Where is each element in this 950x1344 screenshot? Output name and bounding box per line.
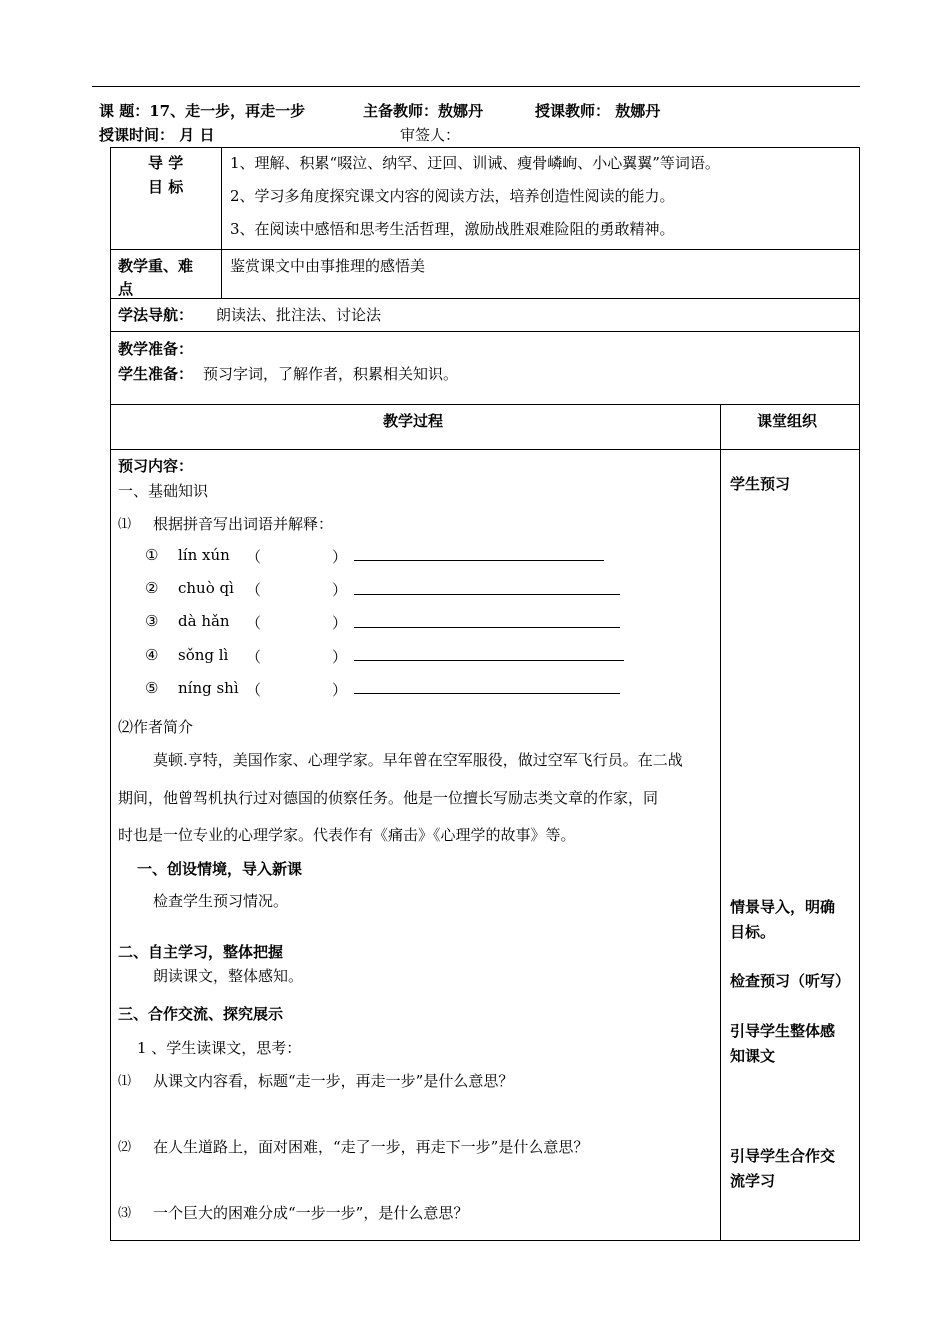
course-title: 课 题：17、走一步，再走一步 <box>99 102 306 120</box>
org-intro-2: 目标。 <box>730 923 776 941</box>
org-guide-2-line-2: 流学习 <box>730 1172 776 1190</box>
pinyin-number: ④ <box>145 646 159 664</box>
lead-teacher: 主备教师：敖娜丹 <box>363 102 484 120</box>
goal-item: 1、理解、积累“啜泣、纳罕、迂回、训诫、瘦骨嶙峋、小心翼翼”等词语。 <box>230 154 720 172</box>
pinyin-number: ① <box>145 546 159 564</box>
teacher-prep-label: 教学准备： <box>118 340 194 358</box>
table-border-top <box>110 147 860 148</box>
pinyin-left-paren: （ <box>246 614 262 632</box>
table-row-divider <box>110 331 860 332</box>
pinyin-text: níng shì <box>178 679 239 697</box>
answer-line[interactable] <box>354 660 624 661</box>
teacher: 授课教师： 敖娜丹 <box>535 102 661 120</box>
step-1-text: 检查学生预习情况。 <box>153 892 289 910</box>
question-number: ⑵ <box>118 1140 132 1155</box>
question-number: ⑴ <box>118 1074 132 1089</box>
pinyin-right-paren: ） <box>332 614 348 632</box>
step-1-title: 一、创设情境，导入新课 <box>137 860 303 878</box>
student-prep-label: 学生准备： <box>118 365 194 383</box>
goals-label-1: 导 学 <box>148 154 184 172</box>
author-line: 期间，他曾驾机执行过对德国的侦察任务。他是一位擅长写励志类文章的作家，同 <box>118 789 659 807</box>
process-header: 教学过程 <box>383 412 444 430</box>
organization-column-divider <box>720 404 721 1241</box>
author-title: ⑵作者简介 <box>118 718 194 736</box>
question-text: 在人生道路上，面对困难，“走了一步，再走下一步”是什么意思？ <box>153 1138 589 1156</box>
preview-title: 预习内容： <box>118 457 194 475</box>
question-text: 从课文内容看，标题“走一步，再走一步”是什么意思？ <box>153 1072 514 1090</box>
org-preview: 学生预习 <box>730 475 791 493</box>
goals-label-2: 目 标 <box>148 178 184 196</box>
org-guide-1-line-2: 知课文 <box>730 1047 776 1065</box>
question-number: ⑶ <box>118 1206 132 1221</box>
org-check: 检查预习（听写） <box>730 972 851 990</box>
table-row-divider <box>110 449 860 450</box>
pinyin-number: ② <box>145 579 159 597</box>
class-time: 授课时间： 月 日 <box>99 126 215 144</box>
question-text: 一个巨大的困难分成“一步一步”，是什么意思？ <box>153 1204 469 1222</box>
answer-line[interactable] <box>354 560 604 561</box>
organization-header: 课堂组织 <box>757 412 818 430</box>
key-points-content: 鉴赏课文中由事推理的感悟美 <box>230 257 426 275</box>
basic-knowledge-title: 一、基础知识 <box>118 482 209 500</box>
pinyin-left-paren: （ <box>246 548 262 566</box>
answer-line[interactable] <box>354 693 620 694</box>
label-column-divider <box>221 147 222 299</box>
pinyin-text: chuò qì <box>178 579 234 597</box>
author-line: 莫顿.亨特，美国作家、心理学家。早年曾在空军服役，做过空军飞行员。在二战 <box>153 751 683 769</box>
author-line: 时也是一位专业的心理学家。代表作有《痛击》《心理学的故事》等。 <box>118 826 576 844</box>
pinyin-right-paren: ） <box>332 581 348 599</box>
reviewer: 审签人： <box>400 126 461 144</box>
pinyin-right-paren: ） <box>332 548 348 566</box>
pinyin-text: sǒng lì <box>178 646 229 664</box>
table-row-divider <box>110 249 860 250</box>
methods-label: 学法导航： <box>118 306 194 324</box>
table-border-bottom <box>110 1240 860 1241</box>
step-2-text: 朗读课文，整体感知。 <box>153 967 304 985</box>
question-1-text: 根据拼音写出词语并解释： <box>153 515 334 533</box>
pinyin-left-paren: （ <box>246 648 262 666</box>
goal-item: 2、学习多角度探究课文内容的阅读方法，培养创造性阅读的能力。 <box>230 187 675 205</box>
goal-item: 3、在阅读中感悟和思考生活哲理，激励战胜艰难险阻的勇敢精神。 <box>230 220 675 238</box>
top-rule <box>92 86 860 87</box>
methods-content: 朗读法、批注法、讨论法 <box>216 306 382 324</box>
org-intro-1: 情景导入，明确 <box>730 898 836 916</box>
key-points-label-2: 点 <box>118 280 134 298</box>
org-guide-2-line-1: 引导学生合作交 <box>730 1147 836 1165</box>
question-1-number: ⑴ <box>118 517 132 532</box>
student-prep-content: 预习字词，了解作者，积累相关知识。 <box>203 365 459 383</box>
pinyin-right-paren: ） <box>332 681 348 699</box>
org-guide-1-line-1: 引导学生整体感 <box>730 1022 836 1040</box>
table-row-divider <box>110 404 860 405</box>
pinyin-left-paren: （ <box>246 681 262 699</box>
table-border-right <box>859 147 860 1241</box>
step-3-title: 三、合作交流、探究展示 <box>118 1005 284 1023</box>
pinyin-right-paren: ） <box>332 648 348 666</box>
table-row-divider <box>110 298 860 299</box>
step-2-title: 二、自主学习，整体把握 <box>118 943 284 961</box>
pinyin-number: ③ <box>145 612 159 630</box>
table-border-left <box>110 147 111 1241</box>
pinyin-number: ⑤ <box>145 679 159 697</box>
pinyin-text: lín xún <box>178 546 230 564</box>
key-points-label-1: 教学重、难 <box>118 257 194 275</box>
answer-line[interactable] <box>354 627 620 628</box>
pinyin-left-paren: （ <box>246 581 262 599</box>
pinyin-text: dà hǎn <box>178 612 230 630</box>
answer-line[interactable] <box>354 594 620 595</box>
step-3-sub: 1 、学生读课文，思考： <box>137 1039 302 1057</box>
